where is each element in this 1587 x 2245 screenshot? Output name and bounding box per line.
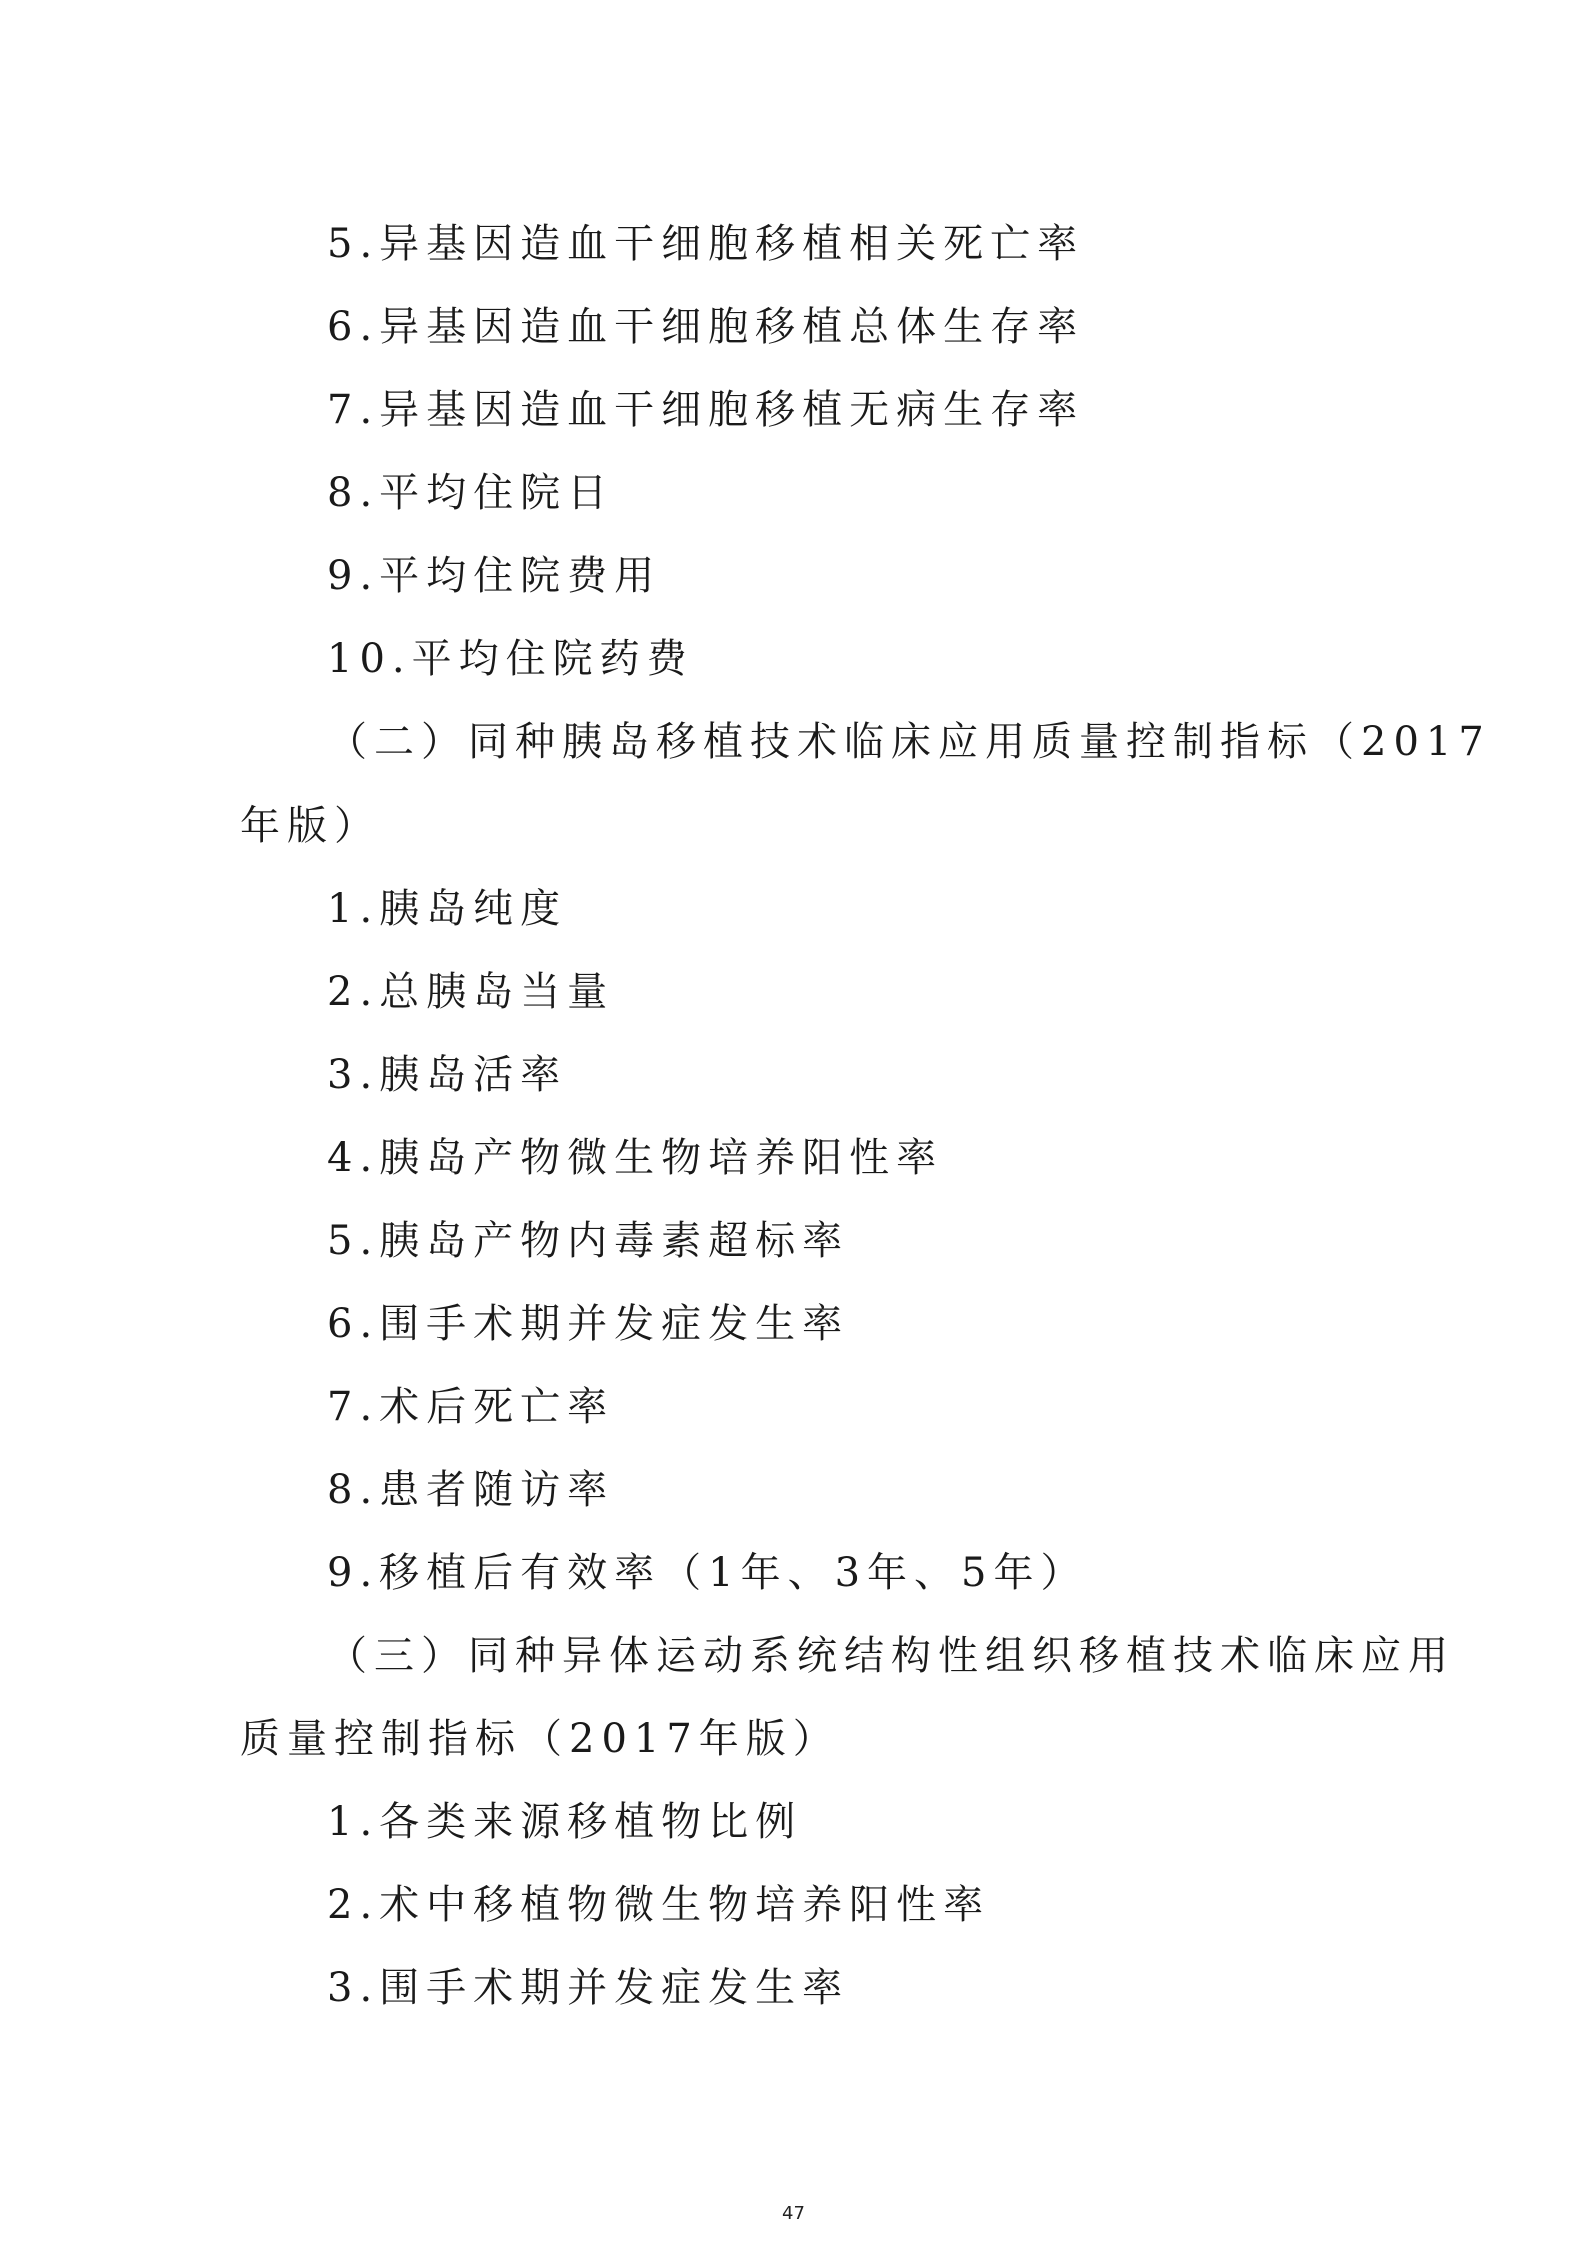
list-item: 7.术后死亡率: [327, 1384, 615, 1430]
section-heading-line: （三）同种异体运动系统结构性组织移植技术临床应用: [327, 1633, 1455, 1679]
page-number: 47: [782, 2203, 805, 2224]
section-heading-line: （二）同种胰岛移植技术临床应用质量控制指标（2017: [327, 719, 1491, 765]
list-item: 5.胰岛产物内毒素超标率: [327, 1218, 850, 1264]
list-item: 6.围手术期并发症发生率: [327, 1301, 850, 1347]
list-item: 6.异基因造血干细胞移植总体生存率: [327, 304, 1085, 350]
section-heading-continuation: 质量控制指标（2017年版）: [240, 1716, 840, 1762]
list-item: 7.异基因造血干细胞移植无病生存率: [327, 387, 1085, 433]
list-item: 9.平均住院费用: [327, 553, 662, 599]
list-item: 2.术中移植物微生物培养阳性率: [327, 1882, 991, 1928]
list-item: 9.移植后有效率（1年、3年、5年）: [327, 1550, 1088, 1596]
list-item: 3.围手术期并发症发生率: [327, 1965, 850, 2011]
list-item: 5.异基因造血干细胞移植相关死亡率: [327, 221, 1085, 267]
list-item: 3.胰岛活率: [327, 1052, 568, 1098]
list-item: 1.各类来源移植物比例: [327, 1799, 803, 1845]
list-item: 10.平均住院药费: [327, 636, 694, 682]
list-item: 1.胰岛纯度: [327, 886, 568, 932]
list-item: 8.患者随访率: [327, 1467, 615, 1513]
list-item: 8.平均住院日: [327, 470, 615, 516]
section-heading-continuation: 年版）: [240, 803, 381, 849]
list-item: 2.总胰岛当量: [327, 969, 615, 1015]
list-item: 4.胰岛产物微生物培养阳性率: [327, 1135, 944, 1181]
